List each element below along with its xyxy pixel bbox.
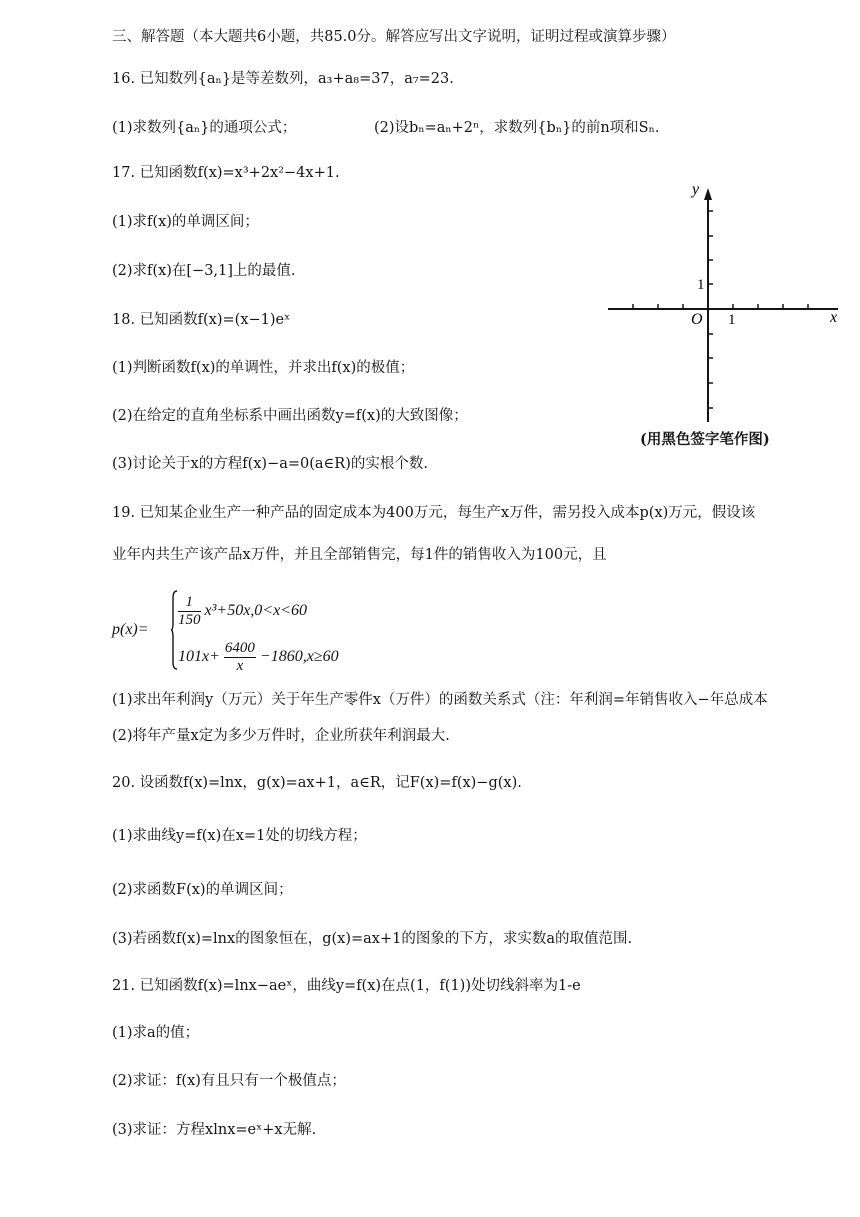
question-20-part-3: (3)若函数f(x)=lnx的图象恒在，g(x)=ax+1的图象的下方，求实数a的取值范围. [112, 931, 633, 947]
question-21-part-1: (1)求a的值； [112, 1025, 200, 1041]
question-17-part-2: (2)求f(x)在[−3,1]上的最值. [112, 263, 296, 279]
section-heading: 三、解答题（本大题共6小题，共85.0分。解答应写出文字说明，证明过程或演算步骤） [112, 29, 676, 45]
question-20-part-2: (2)求函数F(x)的单调区间； [112, 882, 293, 898]
question-18-part-2: (2)在给定的直角坐标系中画出函数y=f(x)的大致图像； [112, 408, 468, 424]
piecewise-lhs: p(x)= [112, 621, 149, 638]
question-16-part-1: (1)求数列{aₙ}的通项公式； [112, 120, 297, 136]
question-21-part-3: (3)求证：方程xlnx=eˣ+x无解. [112, 1122, 317, 1138]
x-axis-label: x [830, 309, 838, 326]
fraction-1-150: $\frac{1}{150}$ [178, 594, 201, 628]
question-18-stem [112, 310, 290, 330]
question-20-part-1: (1)求曲线y=f(x)在x=1处的切线方程； [112, 828, 367, 844]
question-text: 已知函数f(x)=lnx−aeˣ，曲线y=f(x)在点(1，f(1))处切线斜率为1-e [139, 978, 581, 994]
y-axis-label: y [692, 181, 700, 198]
fraction-6400-x: $\frac{6400}{x}$ [224, 640, 255, 674]
question-17-stem [112, 163, 340, 183]
question-16-stem [112, 69, 454, 89]
question-text: 已知某企业生产一种产品的固定成本为400万元，每生产x万件，需另投入成本p(x)万元，假设该 [139, 505, 756, 521]
question-20-stem [112, 773, 522, 793]
coordinate-axes-figure [600, 178, 855, 428]
question-18-part-1: (1)判断函数f(x)的单调性，并求出f(x)的极值； [112, 360, 415, 376]
question-text: 已知函数f(x)=x³+2x²−4x+1. [139, 165, 340, 181]
question-text: 已知函数f(x)=(x−1)eˣ [139, 312, 291, 328]
question-number: 19. [112, 505, 136, 521]
question-number: 21. [112, 978, 136, 994]
piecewise-brace [171, 590, 178, 670]
origin-label: O [691, 311, 703, 328]
question-21-part-2: (2)求证：f(x)有且只有一个极值点； [112, 1073, 346, 1089]
question-number: 18. [112, 312, 136, 328]
question-16-part-2: (2)设bₙ=aₙ+2ⁿ，求数列{bₙ}的前n项和Sₙ. [374, 120, 660, 136]
question-text: 已知数列{aₙ}是等差数列，a₃+a₈=37，a₇=23. [139, 71, 454, 87]
question-number: 16. [112, 71, 136, 87]
question-19-line-1 [112, 503, 755, 523]
piecewise-case-2: 101x+ $\frac{6400}{x}$ −1860,x≥60 [178, 640, 339, 674]
question-19-line-2: 业年内共生产该产品x万件，并且全部销售完，每1件的销售收入为100元，且 [112, 547, 607, 563]
x-tick-label: 1 [728, 312, 736, 328]
y-tick-label: 1 [697, 277, 705, 293]
graph-caption: (用黑色签字笔作图) [640, 431, 770, 448]
piecewise-case-1: $\frac{1}{150}$ x³+50x,0<x<60 [178, 594, 307, 628]
question-18-part-3: (3)讨论关于x的方程f(x)−a=0(a∈R)的实根个数. [112, 456, 428, 472]
question-21-stem [112, 976, 581, 996]
question-19-part-2: (2)将年产量x定为多少万件时，企业所获年利润最大. [112, 728, 450, 744]
question-text: 设函数f(x)=lnx，g(x)=ax+1，a∈R，记F(x)=f(x)−g(x). [139, 775, 522, 791]
question-17-part-1: (1)求f(x)的单调区间； [112, 214, 259, 230]
y-axis-arrow [704, 188, 712, 200]
question-number: 20. [112, 775, 136, 791]
question-19-part-1: (1)求出年利润y（万元）关于年生产零件x（万件）的函数关系式（注：年利润=年销售收入−年总成本 [112, 692, 768, 708]
question-number: 17. [112, 165, 136, 181]
